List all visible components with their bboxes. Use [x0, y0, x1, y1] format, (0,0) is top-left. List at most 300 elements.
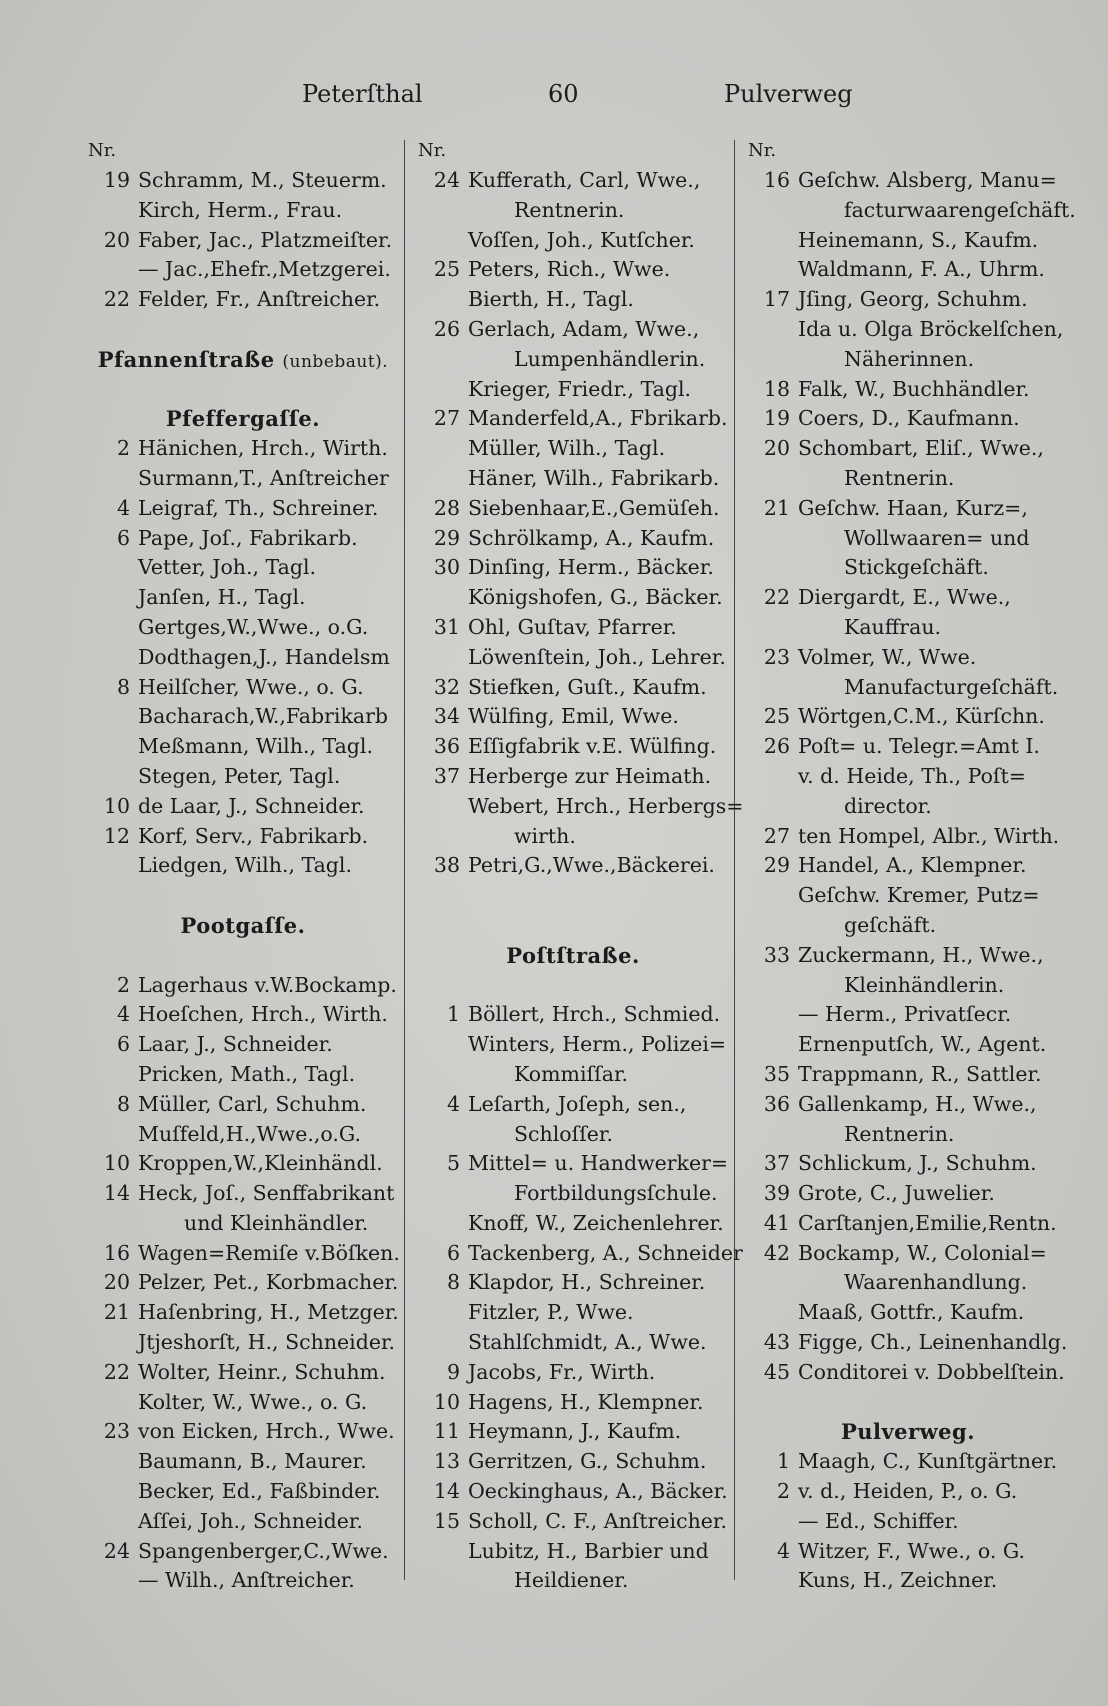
resident-text: Geſchw. Haan, Kurz=, [798, 495, 1028, 520]
resident-text: Schramm, M., Steuerm. [138, 168, 387, 192]
directory-entry [748, 1328, 1068, 1358]
resident-text: Schlickum, J., Schuhm. [798, 1151, 1037, 1176]
house-number: 21 [763, 495, 790, 520]
entry-continuation: Waarenhandlung. [844, 1270, 1028, 1295]
resident-text: Königshofen, G., Bäcker. [468, 585, 723, 610]
directory-entry [748, 732, 1068, 762]
column-divider [734, 140, 735, 1580]
street-heading [88, 911, 398, 941]
resident-text: Krieger, Friedr., Tagl. [468, 376, 692, 401]
house-number: 16 [103, 1240, 130, 1265]
house-number: 4 [776, 1538, 790, 1563]
directory-entry [88, 851, 398, 881]
directory-entry [88, 643, 398, 673]
house-number: 19 [763, 406, 790, 431]
directory-entry [748, 226, 1068, 256]
house-number: 10 [433, 1389, 460, 1414]
resident-text: ten Hompel, Albr., Wirth. [798, 823, 1060, 848]
entry-continuation: Näherinnen. [844, 346, 975, 371]
house-number: 27 [433, 406, 460, 431]
directory-entry [418, 1090, 728, 1120]
directory-entry [88, 1388, 398, 1418]
directory-entry [418, 673, 728, 703]
house-number: 6 [116, 1032, 130, 1057]
directory-entry [748, 1477, 1068, 1507]
house-number: 37 [763, 1151, 790, 1176]
resident-text: Muſfeld,H.,Wwe.,o.G. [138, 1121, 362, 1146]
directory-entry [88, 464, 398, 494]
resident-text: Müller, Carl, Schuhm. [138, 1091, 367, 1116]
directory-entry [88, 1239, 398, 1269]
resident-text: Oeckinghaus, A., Bäcker. [468, 1479, 728, 1504]
number-column-label: Nr. [88, 140, 117, 161]
entry-continuation: geſchäft. [844, 912, 937, 937]
page-header [0, 80, 1108, 114]
directory-entry [88, 702, 398, 732]
directory-entry [748, 1298, 1068, 1328]
resident-text: Petri,G.,Wwe.,Bäckerei. [468, 853, 715, 878]
column-divider [404, 140, 405, 1580]
directory-entry [88, 1149, 398, 1179]
spacer [88, 375, 398, 405]
resident-text: Leigraf, Th., Schreiner. [138, 495, 379, 520]
directory-entry [418, 702, 728, 732]
directory-entry [748, 166, 1068, 196]
resident-text: Hagens, H., Klempner. [468, 1389, 704, 1414]
directory-entry [418, 732, 728, 762]
resident-text: Wülfing, Emil, Wwe. [468, 704, 679, 729]
resident-text: von Eicken, Hrch., Wwe. [138, 1419, 395, 1444]
directory-entry [748, 1030, 1068, 1060]
resident-text: Geſchw. Kremer, Putz= [798, 883, 1040, 908]
directory-entry [748, 1000, 1068, 1030]
resident-text: Webert, Hrch., Herbergs= [468, 793, 744, 818]
resident-text: Pricken, Math., Tagl. [138, 1061, 356, 1086]
directory-entry [748, 881, 1068, 911]
resident-text: Pape, Joſ., Fabrikarb. [138, 525, 358, 550]
resident-text: Jtjeshorſt, H., Schneider. [138, 1330, 396, 1355]
directory-entry [88, 1566, 398, 1596]
directory-entry [418, 1030, 728, 1060]
directory-entry [748, 375, 1068, 405]
resident-text: Leſarth, Joſeph, sen., [468, 1091, 687, 1116]
resident-text: Heinemann, S., Kaufm. [798, 227, 1039, 252]
column-2 [418, 136, 744, 1596]
resident-text: de Laar, J., Schneider. [138, 793, 365, 818]
entry-continuation: Kleinhändlerin. [844, 972, 1005, 997]
resident-text: Hoeſchen, Hrch., Wirth. [138, 1002, 388, 1027]
house-number: 37 [433, 763, 460, 788]
directory-entry [88, 553, 398, 583]
resident-text: Aſſei, Joh., Schneider. [138, 1508, 363, 1533]
directory-entry [88, 524, 398, 554]
house-number: 30 [433, 555, 460, 580]
directory-entry [418, 1000, 728, 1030]
directory-entry [418, 1298, 728, 1328]
directory-entry [418, 1417, 728, 1447]
resident-text: Kroppen,W.,Kleinhändl. [138, 1151, 383, 1176]
header-left: Peterſthal [302, 80, 423, 108]
directory-entry [88, 1328, 398, 1358]
street-name: Pootgaſſe. [180, 912, 306, 938]
resident-text: Gerritzen, G., Schuhm. [468, 1449, 707, 1474]
directory-entry [88, 1477, 398, 1507]
entry-continuation: Heildiener. [514, 1568, 629, 1593]
resident-text: Carſtanjen,Emilie,Rentn. [798, 1210, 1057, 1235]
house-number: 36 [763, 1091, 790, 1116]
entry-continuation: Fortbildungsſchule. [514, 1181, 718, 1206]
directory-entry [748, 1537, 1068, 1567]
house-number: 8 [446, 1270, 460, 1295]
house-number: 31 [433, 614, 460, 639]
directory-entry [418, 524, 728, 554]
house-number: 29 [763, 853, 790, 878]
street-name: Pulverweg. [840, 1419, 976, 1445]
house-number: 41 [763, 1210, 790, 1235]
directory-entry [418, 404, 728, 434]
directory-entry [418, 464, 728, 494]
house-number: 33 [763, 942, 790, 967]
resident-text: Coers, D., Kaufmann. [798, 406, 1020, 431]
resident-text: Heilſcher, Wwe., o. G. [138, 674, 364, 699]
column-3 [748, 136, 1076, 1596]
directory-entry [418, 583, 728, 613]
house-number: 4 [446, 1091, 460, 1116]
directory-entry [88, 1358, 398, 1388]
entry-continuation: Rentnerin. [514, 197, 625, 222]
directory-entry [88, 762, 398, 792]
directory-entry [418, 1447, 728, 1477]
house-number: 38 [433, 853, 460, 878]
directory-entry [418, 1358, 728, 1388]
resident-text: Haſenbring, H., Metzger. [138, 1300, 399, 1325]
street-name: Pfannenſtraße [97, 346, 275, 372]
entry-continuation: und Kleinhändler. [184, 1210, 369, 1235]
resident-text: Zuckermann, H., Wwe., [798, 942, 1044, 967]
directory-entry [748, 1090, 1068, 1120]
house-number: 2 [116, 436, 130, 461]
house-number: 5 [446, 1151, 460, 1176]
resident-text: Ernenputſch, W., Agent. [798, 1032, 1047, 1057]
resident-text: Schrölkamp, A., Kaufm. [468, 525, 715, 550]
resident-text: Lubitz, H., Barbier und [468, 1538, 709, 1563]
house-number: 2 [116, 972, 130, 997]
resident-text: — Ed., Schiffer. [798, 1508, 959, 1533]
resident-text: Peters, Rich., Wwe. [468, 257, 671, 282]
house-number: 42 [763, 1240, 790, 1265]
directory-entry [418, 1507, 728, 1537]
street-note: (unbebaut). [282, 351, 389, 372]
house-number: 20 [763, 436, 790, 461]
directory-entry [88, 673, 398, 703]
house-number: 10 [103, 1151, 130, 1176]
resident-text: Wörtgen,C.M., Kürſchn. [798, 704, 1045, 729]
entry-continuation: Rentnerin. [844, 465, 955, 490]
directory-entry [88, 1507, 398, 1537]
spacer [418, 911, 728, 941]
directory-entry [418, 375, 728, 405]
directory-entry [418, 1149, 728, 1179]
resident-text: Schombart, Eliſ., Wwe., [798, 436, 1044, 461]
house-number: 26 [433, 316, 460, 341]
resident-text: Pelzer, Pet., Korbmacher. [138, 1270, 399, 1295]
directory-entry [88, 1090, 398, 1120]
resident-text: — Herm., Privatſecr. [798, 1002, 1012, 1027]
resident-text: v. d. Heide, Th., Poſt= [798, 763, 1026, 788]
house-number: 14 [103, 1181, 130, 1206]
street-heading [418, 941, 728, 971]
house-number: 14 [433, 1479, 460, 1504]
house-number: 23 [103, 1419, 130, 1444]
house-number: 10 [103, 793, 130, 818]
resident-text: Hänichen, Hrch., Wirth. [138, 436, 388, 461]
house-number: 11 [433, 1419, 460, 1444]
resident-text: Geſchw. Alsberg, Manu= [798, 168, 1057, 192]
page-number: 60 [548, 80, 579, 108]
house-number: 28 [433, 495, 460, 520]
directory-entry [418, 553, 728, 583]
header-right: Pulverweg [724, 80, 853, 108]
resident-text: Diergardt, E., Wwe., [798, 585, 1011, 610]
resident-text: — Wilh., Anſtreicher. [138, 1568, 355, 1593]
column-1 [88, 136, 398, 1596]
resident-text: Bierth, H., Tagl. [468, 287, 634, 312]
entry-continuation: Wollwaaren= und [844, 525, 1030, 550]
directory-entry [88, 822, 398, 852]
house-number: 34 [433, 704, 460, 729]
spacer [748, 1388, 1068, 1418]
resident-text: Stahlſchmidt, A., Wwe. [468, 1330, 707, 1355]
entry-continuation: Kommiſſar. [514, 1061, 629, 1086]
directory-entry [748, 315, 1068, 345]
house-number: 12 [103, 823, 130, 848]
house-number: 35 [763, 1061, 790, 1086]
directory-entry [418, 226, 728, 256]
entry-continuation: director. [844, 793, 932, 818]
directory-entry [748, 1447, 1068, 1477]
house-number: 1 [446, 1002, 460, 1027]
number-column-label: Nr. [748, 140, 777, 161]
resident-text: Dinſing, Herm., Bäcker. [468, 555, 714, 580]
resident-text: Waldmann, F. A., Uhrm. [798, 257, 1045, 282]
street-heading [88, 345, 398, 375]
directory-entry [88, 1298, 398, 1328]
directory-entry [88, 1030, 398, 1060]
resident-text: Witzer, F., Wwe., o. G. [798, 1538, 1026, 1563]
resident-text: — Jac.,Ehefr.,Metzgerei. [138, 257, 391, 282]
resident-text: Manderfeld,A., Fbrikarb. [468, 406, 728, 431]
house-number: 2 [776, 1479, 790, 1504]
directory-entry [748, 255, 1068, 285]
resident-text: Mittel= u. Handwerker= [468, 1151, 729, 1176]
entry-continuation: facturwaarengeſchäft. [844, 197, 1076, 222]
directory-entry [418, 1209, 728, 1239]
directory-entry [88, 1120, 398, 1150]
resident-text: Liedgen, Wilh., Tagl. [138, 853, 352, 878]
resident-text: Gertges,W.,Wwe., o.G. [138, 614, 369, 639]
resident-text: Wagen=Remiſe v.Böſken. [138, 1240, 400, 1265]
resident-text: Müller, Wilh., Tagl. [468, 436, 666, 461]
street-heading [88, 404, 398, 434]
house-number: 13 [433, 1449, 460, 1474]
street-name: Poſtſtraße. [506, 942, 640, 968]
directory-entry [748, 1239, 1068, 1269]
directory-entry [748, 434, 1068, 464]
directory-entry [88, 285, 398, 315]
house-number: 27 [763, 823, 790, 848]
directory-entry [748, 822, 1068, 852]
house-number: 29 [433, 525, 460, 550]
directory-entry [418, 1477, 728, 1507]
directory-entry [748, 494, 1068, 524]
directory-entry [418, 434, 728, 464]
directory-entry [748, 643, 1068, 673]
house-number: 26 [763, 734, 790, 759]
directory-entry [88, 1417, 398, 1447]
house-number: 32 [433, 674, 460, 699]
house-number: 23 [763, 644, 790, 669]
house-number: 20 [103, 1270, 130, 1295]
directory-entry [418, 285, 728, 315]
resident-text: Maagh, C., Kunſtgärtner. [798, 1449, 1058, 1474]
directory-entry [748, 285, 1068, 315]
house-number: 39 [763, 1181, 790, 1206]
directory-entry [418, 1328, 728, 1358]
house-number: 8 [116, 674, 130, 699]
directory-entry [88, 1447, 398, 1477]
house-number: 19 [103, 168, 130, 192]
resident-text: Faber, Jac., Platzmeiſter. [138, 227, 393, 252]
resident-text: Tackenberg, A., Schneider [468, 1240, 743, 1265]
entry-continuation: Lumpenhändlerin. [514, 346, 706, 371]
directory-entry [88, 583, 398, 613]
spacer [88, 881, 398, 911]
directory-entry [88, 732, 398, 762]
resident-text: Eſſigfabrik v.E. Wülfing. [468, 734, 717, 759]
directory-entry [748, 1507, 1068, 1537]
house-number: 8 [116, 1091, 130, 1116]
spacer [418, 881, 728, 911]
directory-entry [748, 941, 1068, 971]
resident-text: Heymann, J., Kaufm. [468, 1419, 682, 1444]
resident-text: Häner, Wilh., Fabrikarb. [468, 465, 720, 490]
resident-text: Trappmann, R., Sattler. [798, 1061, 1042, 1086]
entry-continuation: Kauffrau. [844, 614, 942, 639]
house-number: 36 [433, 734, 460, 759]
entry-continuation: Schloſſer. [514, 1121, 613, 1146]
directory-entry [748, 1179, 1068, 1209]
house-number: 1 [776, 1449, 790, 1474]
resident-text: Handel, A., Klempner. [798, 853, 1027, 878]
resident-text: Jſing, Georg, Schuhm. [798, 287, 1028, 312]
resident-text: Ida u. Olga Bröckelſchen, [798, 316, 1064, 341]
spacer [88, 941, 398, 971]
directory-entry [88, 166, 398, 196]
house-number: 22 [103, 1359, 130, 1384]
directory-entry [418, 494, 728, 524]
directory-entry [418, 255, 728, 285]
resident-text: Vetter, Joh., Tagl. [138, 555, 317, 580]
resident-text: Klapdor, H., Schreiner. [468, 1270, 706, 1295]
directory-entry [748, 851, 1068, 881]
directory-entry [748, 1149, 1068, 1179]
directory-entry [418, 1537, 728, 1567]
resident-text: Herberge zur Heimath. [468, 763, 712, 788]
resident-text: Jacobs, Fr., Wirth. [468, 1359, 656, 1384]
resident-text: Lagerhaus v.W.Bockamp. [138, 972, 397, 997]
directory-entry [418, 315, 728, 345]
house-number: 18 [763, 376, 790, 401]
house-number: 20 [103, 227, 130, 252]
resident-text: Volmer, W., Wwe. [798, 644, 977, 669]
house-number: 22 [103, 287, 130, 312]
resident-text: Kufferath, Carl, Wwe., [468, 168, 701, 192]
directory-entry [418, 792, 744, 822]
directory-entry [88, 1537, 398, 1567]
resident-text: Gerlach, Adam, Wwe., [468, 316, 700, 341]
number-column-label: Nr. [418, 140, 447, 161]
resident-text: Dodthagen,J., Handelsm [138, 644, 390, 669]
resident-text: Löwenſtein, Joh., Lehrer. [468, 644, 726, 669]
resident-text: Baumann, B., Maurer. [138, 1449, 367, 1474]
directory-entry [88, 971, 398, 1001]
house-number: 25 [763, 704, 790, 729]
house-number: 25 [433, 257, 460, 282]
directory-entry [88, 255, 398, 285]
directory-entry [418, 1388, 728, 1418]
directory-entry [748, 702, 1068, 732]
directory-entry [418, 762, 728, 792]
resident-text: Stiefken, Guſt., Kaufm. [468, 674, 707, 699]
resident-text: Gallenkamp, H., Wwe., [798, 1091, 1037, 1116]
directory-entry [88, 226, 398, 256]
house-number: 4 [116, 495, 130, 520]
resident-text: Laar, J., Schneider. [138, 1032, 333, 1057]
directory-entry [418, 851, 728, 881]
directory-entry [88, 196, 398, 226]
house-number: 24 [103, 1538, 130, 1563]
directory-entry [418, 613, 728, 643]
resident-text: Conditorei v. Dobbelſtein. [798, 1359, 1065, 1384]
directory-entry [748, 404, 1068, 434]
street-heading [748, 1417, 1068, 1447]
resident-text: Kolter, W., Wwe., o. G. [138, 1389, 368, 1414]
resident-text: Becker, Ed., Faßbinder. [138, 1479, 381, 1504]
house-number: 6 [116, 525, 130, 550]
directory-entry [748, 1358, 1068, 1388]
street-name: Pfeffergaſſe. [165, 406, 321, 432]
directory-entry [88, 1268, 398, 1298]
house-number: 17 [763, 287, 790, 312]
directory-entry [748, 1209, 1068, 1239]
resident-text: Grote, C., Juwelier. [798, 1181, 995, 1206]
house-number: 22 [763, 585, 790, 610]
entry-continuation: Stickgeſchäft. [844, 555, 989, 580]
house-number: 45 [763, 1359, 790, 1384]
house-number: 16 [763, 168, 790, 192]
resident-text: Korf, Serv., Fabrikarb. [138, 823, 369, 848]
resident-text: Knoff, W., Zeichenlehrer. [468, 1210, 724, 1235]
resident-text: Kirch, Herm., Frau. [138, 197, 343, 222]
entry-continuation: Manufacturgeſchäft. [844, 674, 1059, 699]
directory-entry [88, 792, 398, 822]
resident-text: v. d., Heiden, P., o. G. [798, 1479, 1018, 1504]
directory-entry [748, 583, 1068, 613]
resident-text: Meßmann, Wilh., Tagl. [138, 734, 373, 759]
directory-entry [418, 643, 728, 673]
spacer [418, 971, 728, 1001]
house-number: 15 [433, 1508, 460, 1533]
